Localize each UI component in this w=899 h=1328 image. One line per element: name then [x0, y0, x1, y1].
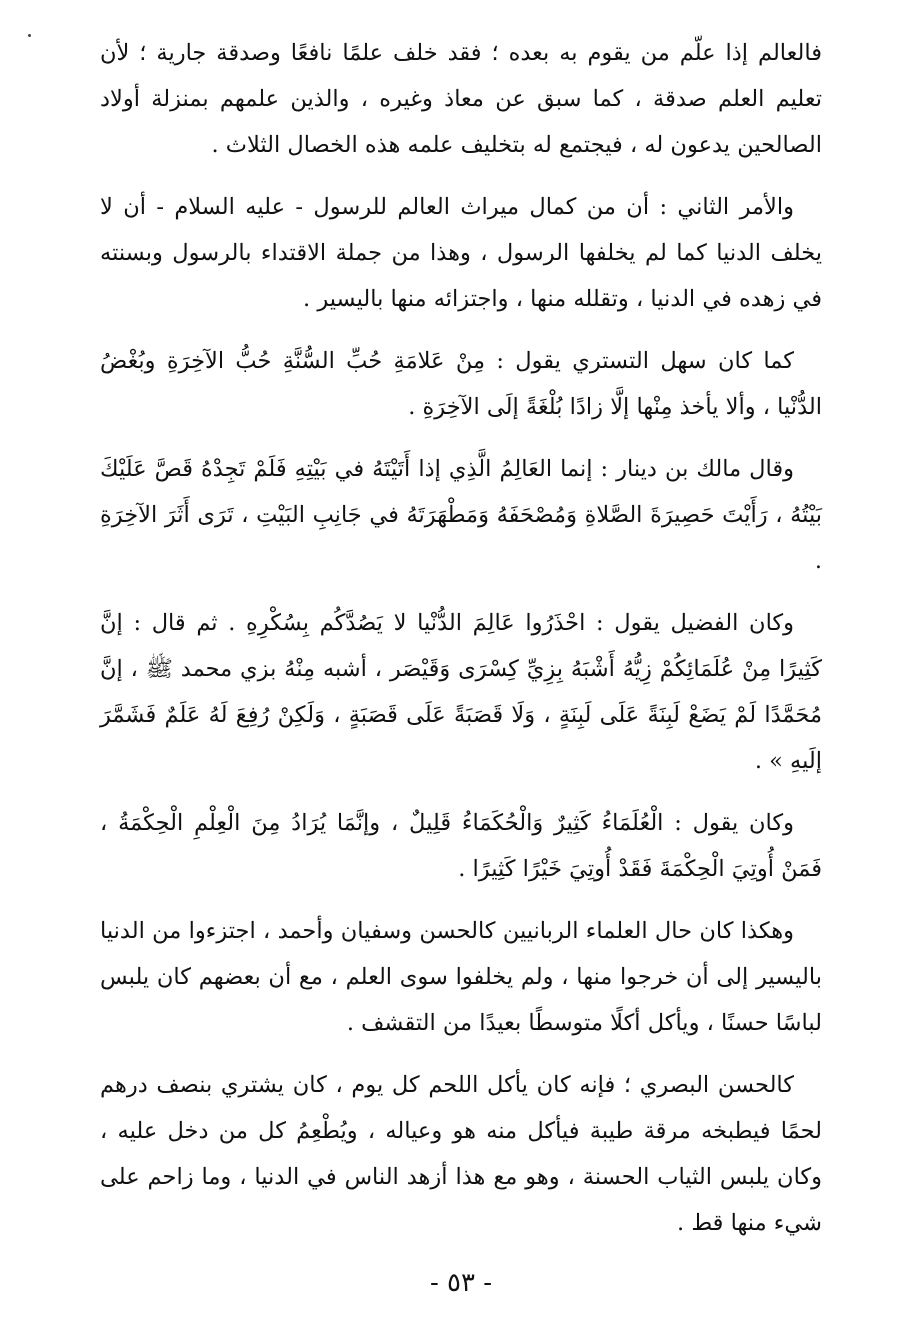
paragraph-2: والأمر الثاني : أن من كمال ميراث العالم للرسول - عليه السلام - أن لا يخلف الدنيا كما لم يخلفها الرسول ، وهذا من جملة الاقتداء بالرسول وبسنته في زهده في الدنيا ، وتقلله منها ، واجتزائه منها باليسير . — [100, 194, 822, 312]
page-number: - ٥٣ - — [429, 1268, 493, 1298]
paragraph-1: فالعالم إذا علّم من يقوم به بعده ؛ فقد خلف علمًا نافعًا وصدقة جارية ؛ لأن تعليم العلم صدقة ، كما سبق عن معاذ وغيره ، والذين علمهم بمنزلة أولاد الصالحين يدعون له ، فيجتمع له بتخليف علمه هذه الخصال الثلاث . — [100, 40, 822, 158]
paragraph-5: وكان الفضيل يقول : احْذَرُوا عَالِمَ الدُّنْيا لا يَصُدَّكُم بِسُكْرِهِ . ثم قال : إنَّ كَثِيرًا مِنْ عُلَمَائِكُمْ زِيُّهُ أَشْبَهُ بِزِيِّ كِسْرَى وَقَيْصَر ، أشبه مِنْهُ بزي محمد ﷺ ، إنَّ مُحَمَّدًا لَمْ يَضَعْ لَبِنَةً عَلَى لَبِنَةٍ ، وَلَا قَصَبَةً عَلَى قَصَبَةٍ ، وَلَكِنْ رُفِعَ لَهُ عَلَمٌ فَشَمَّرَ إلَيهِ » . — [100, 610, 822, 774]
scan-speck — [28, 34, 31, 37]
document-page — [100, 30, 822, 1320]
paragraph-3: كما كان سهل التستري يقول : مِنْ عَلامَةِ حُبِّ السُّنَّةِ حُبُّ الآخِرَةِ وبُغْضُ الدُّنْيا ، وألا يأخذ مِنْها إلَّا زادًا بُلْغَةً إلَى الآخِرَةِ . — [100, 348, 822, 420]
paragraph-8: كالحسن البصري ؛ فإنه كان يأكل اللحم كل يوم ، كان يشتري بنصف درهم لحمًا فيطبخه مرقة طيبة فيأكل منه هو وعياله ، ويُطْعِمُ كل من دخل عليه ، وكان يلبس الثياب الحسنة ، وهو مع هذا أزهد الناس في الدنيا ، وما زاحم على شيء منها قط . — [100, 1072, 822, 1236]
paragraph-7: وهكذا كان حال العلماء الربانيين كالحسن وسفيان وأحمد ، اجتزءوا من الدنيا باليسير إلى أن خرجوا منها ، ولم يخلفوا سوى العلم ، مع أن بعضهم كان يلبس لباسًا حسنًا ، ويأكل أكلًا متوسطًا بعيدًا من التقشف . — [100, 918, 822, 1036]
paragraph-6: وكان يقول : الْعُلَمَاءُ كَثِيرٌ وَالْحُكَمَاءُ قَلِيلٌ ، وإنَّمَا يُرَادُ مِنَ الْعِلْمِ الْحِكْمَةُ ، فَمَنْ أُوتِيَ الْحِكْمَةَ فَقَدْ أُوتِيَ خَيْرًا كَثِيرًا . — [100, 810, 822, 882]
paragraph-4: وقال مالك بن دينار : إنما العَالِمُ الَّذِي إذا أَتَيْتَهُ في بَيْتِهِ فَلَمْ تَجِدْهُ قَصَّ عَلَيْكَ بَيْتُهُ ، رَأَيْتَ حَصِيرَةَ الصَّلاةِ وَمُصْحَفَهُ وَمَطْهَرَتَهُ في جَانِبِ البَيْتِ ، تَرَى أَثَرَ الآخِرَةِ . — [100, 456, 822, 574]
